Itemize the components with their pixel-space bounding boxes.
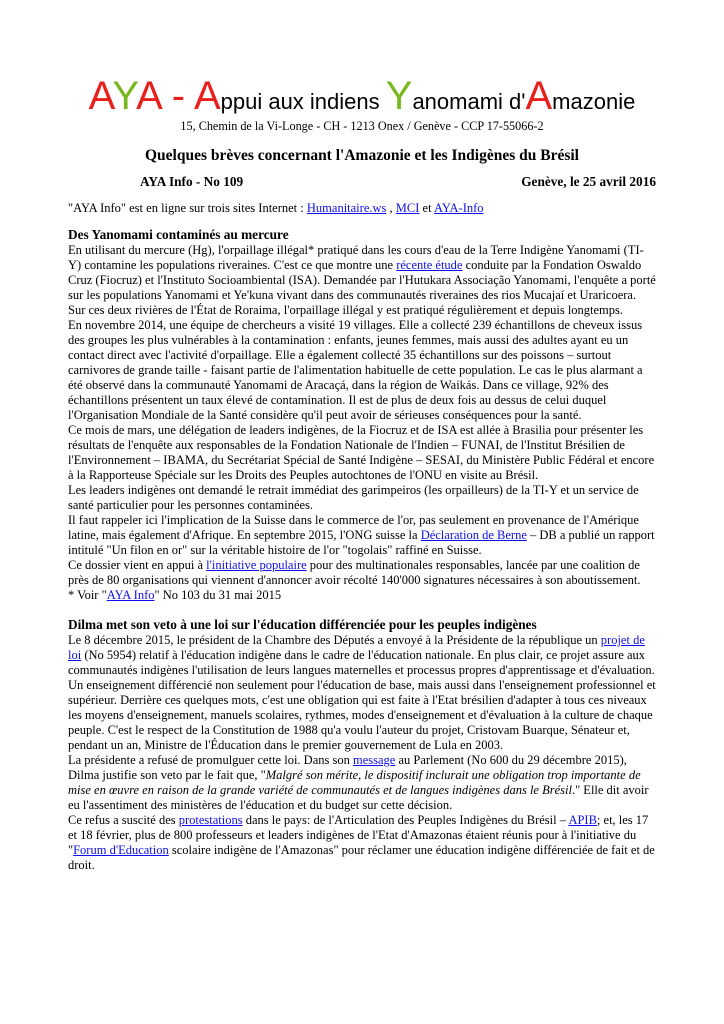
link-apib[interactable]: APIB xyxy=(568,813,597,827)
link-humanitaire[interactable]: Humanitaire.ws xyxy=(306,201,387,215)
logo-word: ppui aux indiens xyxy=(220,89,386,114)
link-projet-de-loi[interactable]: projet de loi xyxy=(68,633,645,662)
paragraph: Ce mois de mars, une délégation de leaders indigènes, de la Fiocruz et de ISA est allée à Brasilia pour présenter les résultats de l'enquête aux responsables de la Fondation Nationale de l'Indien – FUNAI, de l'Institut Brésilien de l'Environnement – IBAMA, du Secrétariat Spécial de Santé Indigène – SESAI, du Ministère Public Fédéral et encore à la Rapporteuse Spéciale sur les Droits des Peuples autochtones de l'ONU en visite au Brésil. xyxy=(68,423,655,482)
link-recente-etude[interactable]: récente étude xyxy=(396,258,463,272)
article-title: Des Yanomami contaminés au mercure xyxy=(68,227,289,242)
paragraph: En utilisant du mercure (Hg), l'orpaillage illégal* pratiqué dans les cours d'eau de la Terre Indigène Yanomami (TI-Y) contamine les populations riveraines. C'est ce que montre une récente étude conduite par la Fondation Oswaldo Cruz (Fiocruz) et l'Instituto Socioambiental (ISA). Demandée par l'Hutukara Associação Yanomami, l'enquête a porté sur les populations Yanomami et Ye'kuna vivant dans des communautés riveraines des rios Mucajaí et Uraricoera. Sur ces deux rivières de l'État de Roraima, l'orpaillage illégal y est pratiqué régulièrement et depuis longtemps. xyxy=(68,243,656,317)
paragraph: Ce refus a suscité des protestations dans le pays: de l'Articulation des Peuples Indigènes du Brésil – APIB; et, les 17 et 18 février, plus de 800 professeurs et leaders indigènes de l'Etat d'Amazonas étaient réunis pour à l'initiative du "Forum d'Education scolaire indigène de l'Amazonas" pour réclamer une éducation indigène différenciée de fait et de droit. xyxy=(68,813,655,872)
paragraph: En novembre 2014, une équipe de chercheurs a visité 19 villages. Elle a collecté 239 échantillons de cheveux issus des groupes les plus vulnérables à la contamination : enfants, jeunes femmes, mais aussi des adultes ayant eu un contact direct avec l'activité d'orpaillage. Elle a également collecté 35 échantillons sur des poissons – surtout carnivores de grande taille - faisant partie de l'alimentation habituelle de cette population. Le cas le plus alarmant a été observé dans la communauté Yanomami de Aracaçá, dans la région de Waikás. Dans ce village, 92% des échantillons présentent un taux élevé de contamination. Il est de plus de deux fois au dessus de celui duquel l'Organisation Mondiale de la Santé considère qu'il peut avoir de sérieuses conséquences pour la santé. xyxy=(68,318,643,422)
paragraph: La présidente a refusé de promulguer cette loi. Dans son message au Parlement (No 600 du 29 décembre 2015), Dilma justifie son veto par le fait que, "Malgré son mérite, le dispositif inclurait une obligation trop importante de mise en œuvre en raison de la grande variété de communautés et de langues indigènes dans le Brésil." Elle dit avoir eu l'assentiment des ministères de l'éducation et du budget sur cette décision. xyxy=(68,753,649,812)
logo-word: anomami d' xyxy=(412,89,526,114)
article-dilma-veto xyxy=(68,617,656,873)
logo-letter: A xyxy=(88,74,113,118)
link-mci[interactable]: MCI xyxy=(395,201,420,215)
link-protestations[interactable]: protestations xyxy=(178,813,243,827)
document-page xyxy=(68,76,656,873)
link-aya-info-103[interactable]: AYA Info xyxy=(106,588,155,602)
issue-number: AYA Info - No 109 xyxy=(140,174,244,189)
footnote: * Voir "AYA Info" No 103 du 31 mai 2015 xyxy=(68,588,282,602)
address-line: 15, Chemin de la Vi-Longe - CH - 1213 Onex / Genève - CCP 17-55066-2 xyxy=(180,119,544,133)
paragraph: Les leaders indigènes ont demandé le retrait immédiat des garimpeiros (les orpailleurs) de la TI-Y et un service de santé particulier pour les personnes contaminées. xyxy=(68,483,639,512)
paragraph: Ce dossier vient en appui à l'initiative populaire pour des multinationales responsables, lancée par une coalition de près de 80 organisations qui viennent d'annoncer avoir récolté 140'000 signatures nécessaires à son aboutissement. xyxy=(68,558,641,587)
logo-dash: - xyxy=(160,74,194,118)
link-aya-info[interactable]: AYA-Info xyxy=(433,201,484,215)
logo-letter: A xyxy=(525,74,553,118)
link-initiative-populaire[interactable]: l'initiative populaire xyxy=(206,558,307,572)
link-message[interactable]: message xyxy=(352,753,396,767)
paragraph: Le 8 décembre 2015, le président de la Chambre des Députés a envoyé à la Présidente de la république un projet de loi (No 5954) relatif à l'éducation indigène dans le cadre de l'éducation nationale. En plus clair, ce projet assure aux communautés indigènes l'utilisation de leurs langues maternelles et processus propres d'apprentissage et d'évaluation. Un enseignement différencié non seulement pour l'éducation de base, mais aussi dans l'enseignement professionnel et supérieur. Derrière ces quelques mots, c'est une obligation qui est faite à l'Etat brésilien d'adapter à tous ces niveaux les moyens d'enseignement, manuels scolaires, rythmes, modes d'enseignement et d'évaluation à la culture de chaque peuple. C'est le respect de la Constitution de 1988 qu'a voulu l'auteur du projet, Cristovam Buarque, Sénateur et, pendant un an, Ministre de l'Éducation dans le premier gouvernement de Lula en 2003. xyxy=(68,633,656,752)
link-declaration-de-berne[interactable]: Déclaration de Berne xyxy=(420,528,527,542)
article-title: Dilma met son veto à une loi sur l'éducation différenciée pour les peuples indigènes xyxy=(68,617,537,632)
article-yanomami-mercure xyxy=(68,227,656,603)
logo-letter: A xyxy=(193,74,221,118)
aya-logo-title xyxy=(68,76,656,116)
issue-date: Genève, le 25 avril 2016 xyxy=(521,174,656,189)
link-forum-education[interactable]: Forum d'Education xyxy=(73,843,169,857)
logo-letter: Y xyxy=(385,74,413,118)
page-subtitle: Quelques brèves concernant l'Amazonie et les Indigènes du Brésil xyxy=(145,147,579,164)
issue-info-row xyxy=(68,172,656,192)
logo-letter: A xyxy=(136,74,161,118)
paragraph: Il faut rappeler ici l'implication de la Suisse dans le commerce de l'or, pas seulement en provenance de l'Amérique latine, mais également d'Afrique. En septembre 2015, l'ONG suisse la Déclaration de Berne – DB a publié un rapport intitulé "Un filon en or" sur la véritable histoire de l'or "togolais" raffiné en Suisse. xyxy=(68,513,655,557)
logo-word: mazonie xyxy=(552,89,636,114)
logo-letter: Y xyxy=(112,74,137,118)
websites-line: "AYA Info" est en ligne sur trois sites Internet : Humanitaire.ws , MCI et AYA-Info xyxy=(68,201,484,215)
